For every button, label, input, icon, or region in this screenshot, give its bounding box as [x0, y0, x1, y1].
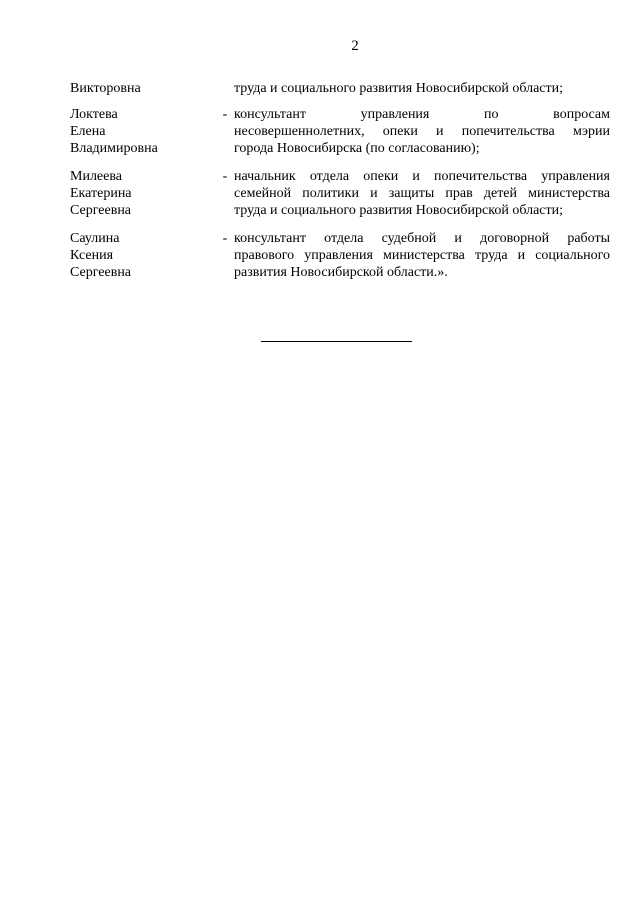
position-line: города Новосибирска (по согласованию);	[234, 141, 480, 156]
member-name	[70, 230, 210, 281]
member-position	[234, 80, 610, 97]
closing-rule	[261, 341, 412, 342]
member-entry	[70, 168, 610, 219]
name-line: Владимировна	[70, 141, 158, 156]
separator-dash: -	[222, 169, 228, 184]
member-list	[70, 80, 610, 292]
name-line: Саулина	[70, 231, 120, 246]
member-entry	[70, 230, 610, 281]
separator-dash: -	[222, 107, 228, 122]
position-line: консультант отдела судебной и договорной работы	[234, 231, 610, 246]
member-entry	[70, 106, 610, 157]
page-number: 2	[351, 38, 359, 54]
member-position	[234, 106, 610, 157]
position-line: консультант управления по вопросам	[234, 107, 610, 122]
separator-dash	[210, 80, 234, 97]
position-line: несовершеннолетних, опеки и попечительства мэрии	[234, 124, 610, 139]
member-entry	[70, 80, 610, 97]
name-line: Екатерина	[70, 186, 132, 201]
position-line: труда и социального развития Новосибирской области;	[234, 81, 564, 96]
name-line: Викторовна	[70, 81, 141, 96]
name-line: Сергеевна	[70, 203, 132, 218]
name-line: Милеева	[70, 169, 122, 184]
position-line: семейной политики и защиты прав детей министерства	[234, 186, 610, 201]
position-line: труда и социального развития Новосибирской области;	[234, 203, 564, 218]
member-position	[234, 230, 610, 281]
name-line: Сергеевна	[70, 265, 132, 280]
member-name	[70, 168, 210, 219]
name-line: Елена	[70, 124, 106, 139]
separator-dash: -	[222, 231, 228, 246]
member-name	[70, 106, 210, 157]
position-line: правового управления министерства труда и социального	[234, 248, 610, 263]
member-name	[70, 80, 210, 97]
member-position	[234, 168, 610, 219]
position-line: развития Новосибирской области.».	[234, 265, 448, 280]
position-line: начальник отдела опеки и попечительства управления	[234, 169, 610, 184]
name-line: Ксения	[70, 248, 114, 263]
name-line: Локтева	[70, 107, 118, 122]
